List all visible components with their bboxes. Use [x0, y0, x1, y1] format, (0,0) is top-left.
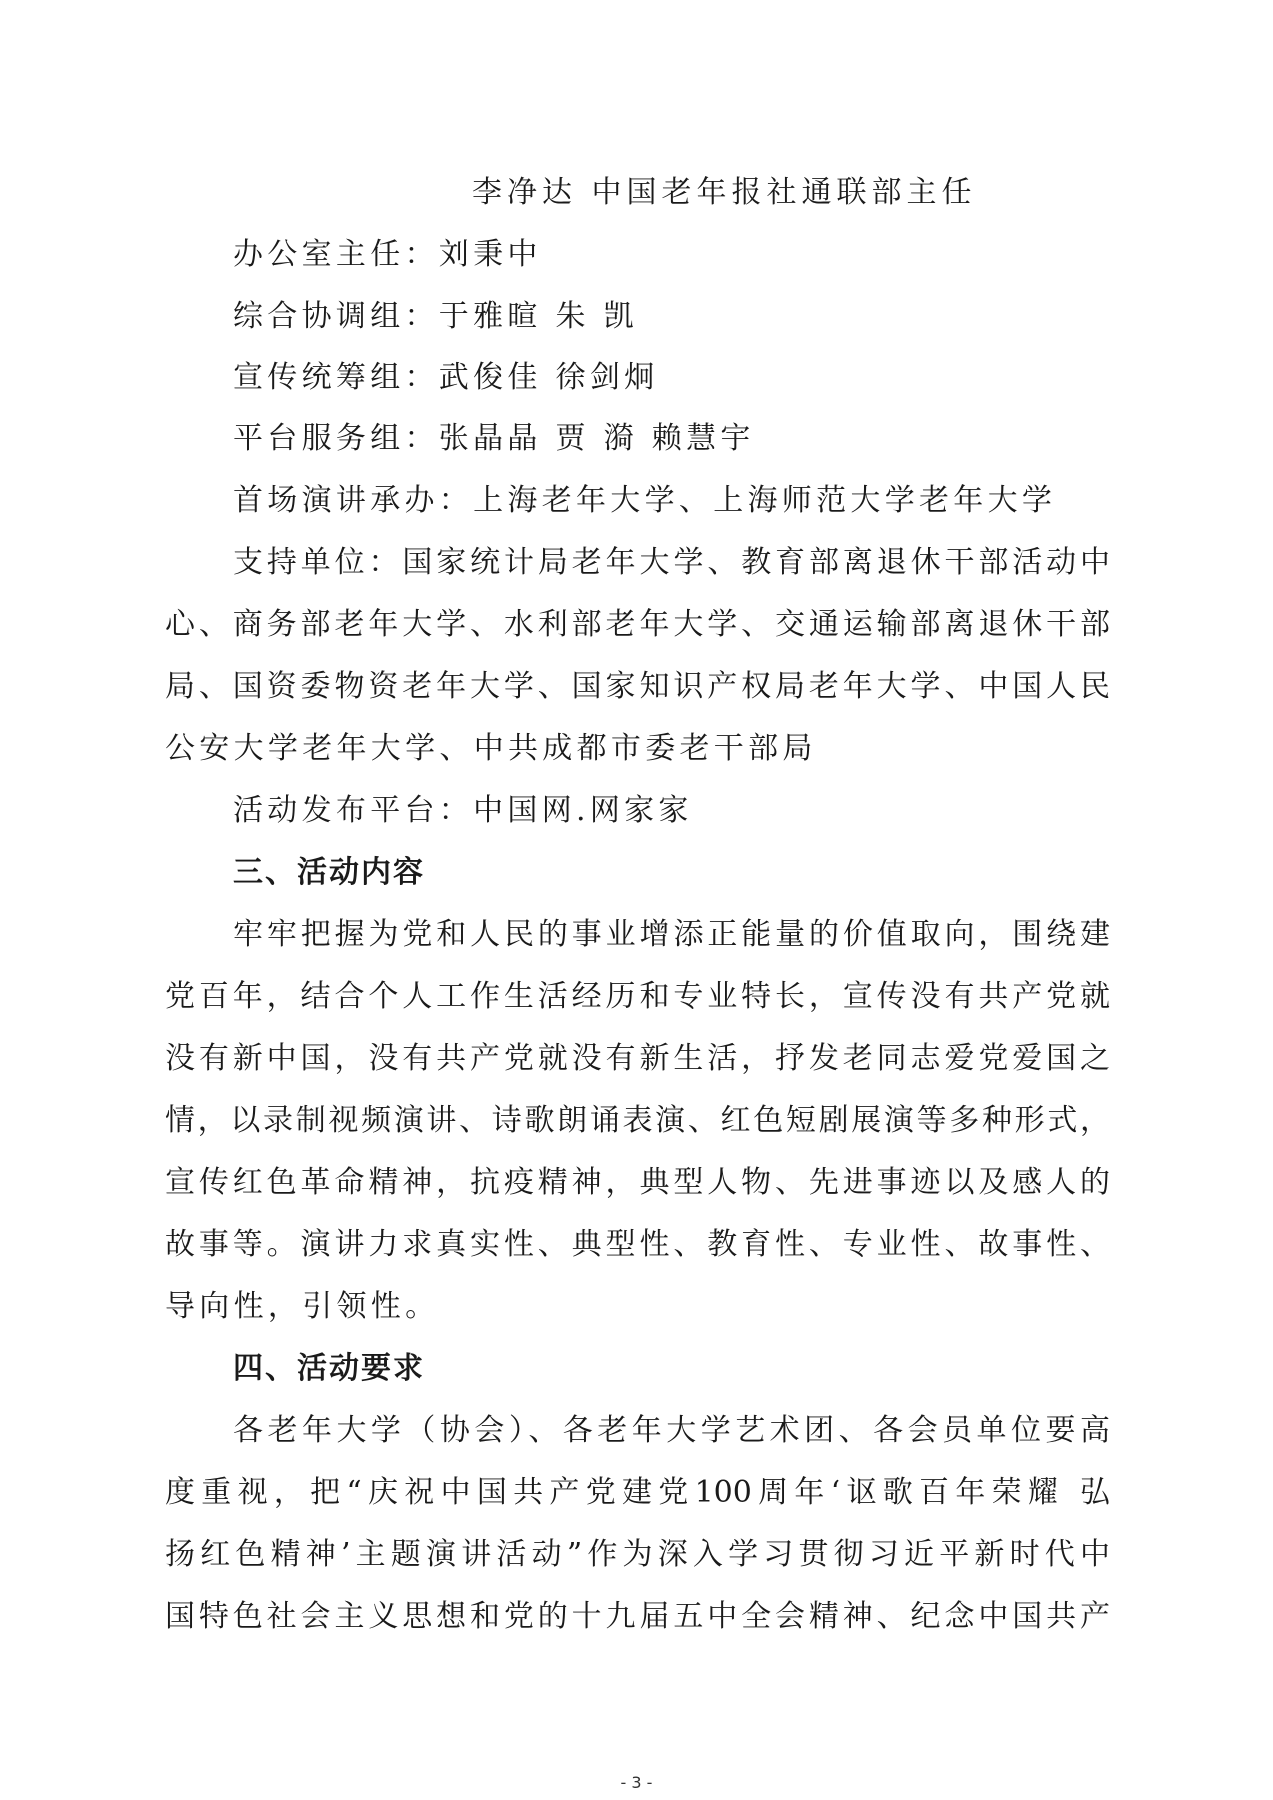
office-director-line: 办公室主任：刘秉中 — [233, 237, 542, 272]
first-speech-host-line: 首场演讲承办：上海老年大学、上海师范大学老年大学 — [233, 483, 1057, 518]
coordination-group-line: 综合协调组：于雅暄 朱 凯 — [233, 299, 638, 334]
page-number: - 3 - — [620, 1773, 653, 1792]
body-paragraph-line: 宣传红色革命精神，抗疫精神，典型人物、先进事迹以及感人的 — [165, 1165, 1110, 1200]
body-paragraph-line: 没有新中国，没有共产党就没有新生活，抒发老同志爱党爱国之 — [165, 1041, 1110, 1076]
body-paragraph-line: 扬红色精神’主题演讲活动”作为深入学习贯彻习近平新时代中 — [165, 1537, 1110, 1572]
body-paragraph-line: 导向性，引领性。 — [165, 1289, 440, 1324]
body-paragraph-line: 各老年大学（协会）、各老年大学艺术团、各会员单位要高 — [233, 1413, 1110, 1448]
committee-member-line: 李净达 中国老年报社通联部主任 — [472, 175, 977, 210]
body-paragraph-line: 牢牢把握为党和人民的事业增添正能量的价值取向，围绕建 — [233, 917, 1110, 952]
supporting-units-line: 支持单位：国家统计局老年大学、教育部离退休干部活动中 — [233, 545, 1110, 580]
release-platform-line: 活动发布平台：中国网.网家家 — [233, 793, 693, 828]
section-heading-activity-requirements: 四、活动要求 — [233, 1351, 425, 1386]
supporting-units-line: 公安大学老年大学、中共成都市委老干部局 — [165, 731, 817, 766]
body-paragraph-line: 故事等。演讲力求真实性、典型性、教育性、专业性、故事性、 — [165, 1227, 1110, 1262]
platform-service-group-line: 平台服务组：张晶晶 贾 漪 赖慧宇 — [233, 421, 755, 456]
body-paragraph-line: 国特色社会主义思想和党的十九届五中全会精神、纪念中国共产 — [165, 1599, 1110, 1634]
body-paragraph-line: 党百年，结合个人工作生活经历和专业特长，宣传没有共产党就 — [165, 979, 1110, 1014]
publicity-group-line: 宣传统筹组：武俊佳 徐剑炯 — [233, 360, 659, 395]
supporting-units-line: 局、国资委物资老年大学、国家知识产权局老年大学、中国人民 — [165, 669, 1110, 704]
supporting-units-line: 心、商务部老年大学、水利部老年大学、交通运输部离退休干部 — [165, 607, 1110, 642]
body-paragraph-line: 情，以录制视频演讲、诗歌朗诵表演、红色短剧展演等多种形式， — [165, 1103, 1110, 1138]
body-paragraph-line: 度重视，把“庆祝中国共产党建党100周年‘讴歌百年荣耀 弘 — [165, 1475, 1110, 1510]
section-heading-activity-content: 三、活动内容 — [233, 855, 425, 890]
